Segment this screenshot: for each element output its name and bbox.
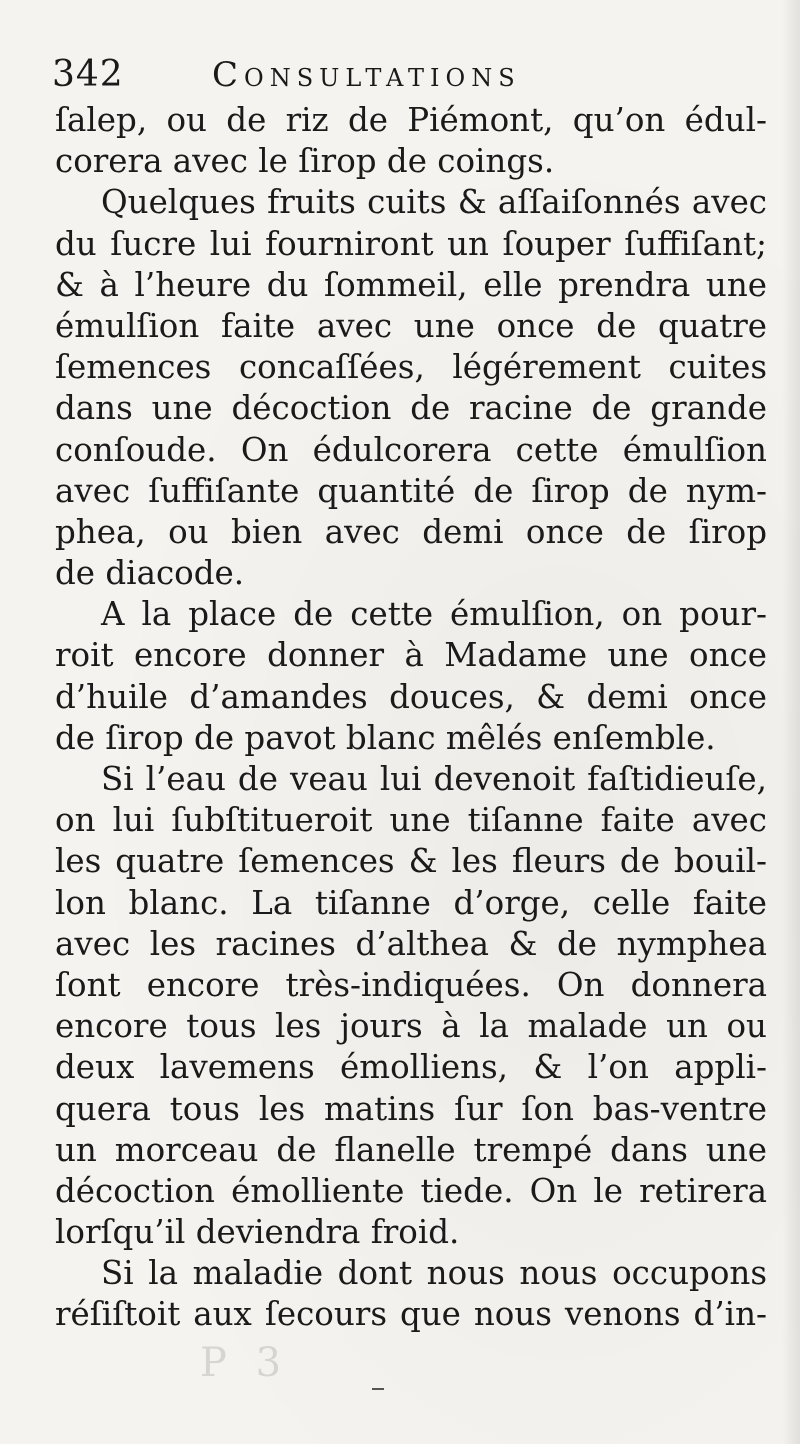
text-line: on lui ſubſtitueroit une tiſanne faite avec	[55, 801, 767, 840]
text-line: du ſucre lui fourniront un ſouper ſuffiſant;	[55, 224, 767, 263]
text-line: roit encore donner à Madame une once	[55, 636, 767, 675]
text-line: Quelques fruits cuits & aſſaiſonnés avec	[101, 183, 767, 222]
text-line: avec ſuffiſante quantité de ſirop de nym-	[55, 471, 767, 510]
catchword-dash	[372, 1388, 384, 1390]
text-line: corera avec le ſirop de coings.	[55, 142, 555, 181]
text-line: phea, ou bien avec demi once de ſirop	[55, 512, 767, 551]
body-text	[55, 100, 767, 1336]
page-edge-shadow	[782, 0, 800, 1444]
text-line: A la place de cette émulſion, on pour-	[101, 595, 767, 634]
text-line: ſalep, ou de riz de Piémont, qu’on édul-	[55, 101, 767, 139]
text-line: lon blanc. La tiſanne d’orge, celle faite	[55, 883, 767, 922]
text-line: décoction émolliente tiede. On le retirera	[55, 1171, 767, 1210]
text-line: un morceau de flanelle trempé dans une	[55, 1130, 767, 1169]
text-line: Si la maladie dont nous nous occupons	[101, 1254, 767, 1293]
text-line: de diacode.	[55, 554, 245, 593]
running-head	[52, 50, 772, 100]
text-line: conſoude. On édulcorera cette émulſion	[55, 430, 767, 469]
text-line: deux lavemens émolliens, & l’on appli-	[55, 1048, 767, 1087]
text-line: d’huile d’amandes douces, & demi once	[55, 677, 767, 716]
text-line: avec les racines d’althea & de nymphea	[55, 924, 767, 963]
running-title: Consultations	[212, 55, 521, 95]
text-line: les quatre ſemences & les fleurs de bouil-	[55, 842, 767, 881]
text-line: de ſirop de pavot blanc mêlés enſemble.	[55, 718, 716, 757]
text-line: réſiſtoit aux ſecours que nous venons d’in-	[55, 1295, 767, 1334]
text-line: ſemences concaſſées, légérement cuites	[55, 348, 767, 387]
text-line: encore tous les jours à la malade un ou	[55, 1007, 767, 1046]
text-line: émulſion faite avec une once de quatre	[55, 306, 767, 345]
text-line: ſont encore très-indiquées. On donnera	[55, 965, 767, 1004]
page-number: 342	[52, 54, 124, 95]
text-line: lorſqu’il deviendra froid.	[55, 1213, 460, 1252]
text-line: dans une décoction de racine de grande	[55, 389, 767, 428]
text-line: & à l’heure du ſommeil, elle prendra une	[55, 265, 767, 304]
text-line: Si l’eau de veau lui devenoit faſtidieuſe,	[101, 760, 767, 798]
text-line: quera tous les matins ſur ſon bas-ventre	[55, 1089, 767, 1128]
signature-mark: P 3	[200, 1340, 290, 1386]
